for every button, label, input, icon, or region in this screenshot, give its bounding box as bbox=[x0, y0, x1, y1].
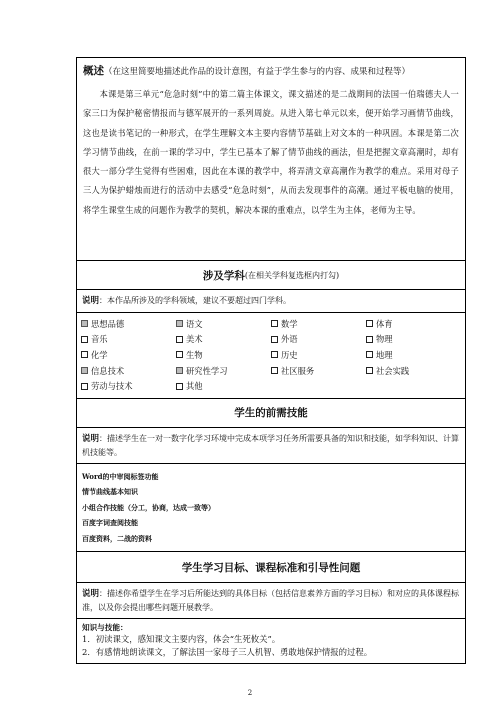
skills-section bbox=[77, 399, 465, 552]
subjects-subtitle: (在相关学科复选框内打勾) bbox=[244, 270, 340, 280]
goals-note-text: ：描述你希望学生在学习后所能达到的具体目标（包括信息素养方面的学习目标）和对应的具体课程标准，以及你会提出哪些问题开展教学。 bbox=[82, 589, 460, 612]
goal-line: 1．初读课文，感知课文主要内容，体会“生死攸关”。 bbox=[82, 634, 281, 644]
subjects-row bbox=[81, 378, 461, 394]
subject-label: 体育 bbox=[376, 318, 393, 329]
skills-note-text: ：描述学生在一对一数字化学习环境中完成本项学习任务所需要具备的知识和技能，如学科知识、计算机技能等。 bbox=[82, 433, 460, 457]
goal-line: 2．有感情地朗读课文，了解法国一家母子三人机智、勇敢地保护情报的过程。 bbox=[82, 647, 373, 657]
subject-label: 音乐 bbox=[91, 334, 108, 345]
subject-label: 外语 bbox=[281, 334, 298, 345]
subjects-row bbox=[81, 316, 461, 332]
subject-option[interactable] bbox=[81, 365, 176, 377]
subject-option[interactable] bbox=[81, 318, 176, 330]
subjects-row bbox=[81, 332, 461, 348]
subjects-row bbox=[81, 363, 461, 379]
skill-item: 百度资料，二战的资料 bbox=[82, 533, 152, 543]
skills-title: 学生的前需技能 bbox=[77, 399, 465, 428]
subject-option[interactable] bbox=[176, 380, 271, 392]
subject-checkbox[interactable] bbox=[81, 351, 88, 358]
subject-option[interactable] bbox=[176, 349, 271, 361]
subject-option[interactable] bbox=[81, 349, 176, 361]
subject-label: 社区服务 bbox=[281, 365, 315, 376]
overview-note: （在这里简要地描述此作品的设计意图，有益于学生参与的内容、成果和过程等） bbox=[104, 67, 411, 77]
subject-checkbox[interactable] bbox=[271, 320, 278, 327]
subject-option[interactable] bbox=[366, 333, 461, 345]
subject-label: 信息技术 bbox=[91, 365, 125, 376]
subjects-grid bbox=[77, 313, 465, 398]
skills-note-label: 说明 bbox=[82, 433, 100, 444]
goals-heading: 知识与技能： bbox=[82, 623, 128, 632]
subject-label: 思想品德 bbox=[91, 318, 125, 329]
subject-checkbox[interactable] bbox=[271, 367, 278, 374]
subject-checkbox[interactable] bbox=[81, 336, 88, 343]
goals-note bbox=[77, 583, 465, 619]
overview-section bbox=[77, 58, 465, 261]
subject-label: 数学 bbox=[281, 318, 298, 329]
overview-title: 概述 bbox=[83, 65, 104, 77]
skill-item: Word的中审阅标签功能 bbox=[82, 471, 159, 481]
subject-checkbox[interactable] bbox=[366, 351, 373, 358]
goals-section bbox=[77, 552, 465, 663]
subjects-row bbox=[81, 347, 461, 363]
subjects-note-text: ：本作品所涉及的学科领域，建议不要超过四门学科。 bbox=[99, 296, 292, 305]
subject-label: 语文 bbox=[186, 318, 203, 329]
subject-label: 化学 bbox=[91, 349, 108, 360]
subject-label: 美术 bbox=[186, 334, 203, 345]
subjects-title: 涉及学科 bbox=[202, 269, 245, 282]
subject-label: 社会实践 bbox=[376, 365, 410, 376]
goals-note-label: 说明 bbox=[82, 589, 100, 599]
lesson-design-form bbox=[76, 57, 466, 664]
subject-label: 研究性学习 bbox=[186, 365, 228, 376]
skill-item: 百度字词查阅技能 bbox=[82, 518, 138, 528]
subject-option[interactable] bbox=[366, 318, 461, 330]
subject-checkbox[interactable] bbox=[176, 383, 183, 390]
subject-label: 劳动与技术 bbox=[91, 381, 133, 392]
subject-option[interactable] bbox=[271, 333, 366, 345]
skill-item: 情节曲线基本知识 bbox=[82, 487, 138, 497]
subject-checkbox[interactable] bbox=[81, 320, 88, 327]
subject-option[interactable] bbox=[271, 349, 366, 361]
subject-checkbox[interactable] bbox=[271, 336, 278, 343]
subject-checkbox[interactable] bbox=[176, 336, 183, 343]
subject-checkbox[interactable] bbox=[366, 320, 373, 327]
subject-option[interactable] bbox=[366, 365, 461, 377]
subject-checkbox[interactable] bbox=[366, 336, 373, 343]
subject-option[interactable] bbox=[366, 349, 461, 361]
subjects-title-row bbox=[77, 261, 465, 290]
subject-option[interactable] bbox=[176, 365, 271, 377]
skills-note bbox=[77, 428, 465, 464]
subject-checkbox[interactable] bbox=[176, 320, 183, 327]
overview-header bbox=[83, 64, 459, 79]
skills-list bbox=[77, 464, 465, 551]
subject-option[interactable] bbox=[81, 333, 176, 345]
subject-label: 地理 bbox=[376, 349, 393, 360]
subject-option[interactable] bbox=[176, 333, 271, 345]
subject-label: 物理 bbox=[376, 334, 393, 345]
subject-label: 生物 bbox=[186, 349, 203, 360]
overview-body: 本课是第三单元“危急时刻”中的第二篇主体课文，课文描述的是二战期间的法国一伯瑞德夫人一家三口为保护秘密情报而与德军展开的一系列周旋。从进入第七单元以来，便开始学习画情节曲线，这也是读书笔记的一种形式，在学生理解文本主要内容情节基础上对文本的一种巩固。本课是第二次学习情节曲线，在前一课的学习中，学生已基本了解了情节曲线的画法，但是把握文章高潮时，却有很大一部分学生觉得有些困难，因此在本课的教学中，将弄清文章高潮作为教学的难点。采用对母子三人为保护蜡烛而进行的活动中去感受“危急时刻”，从而去发现事件的高潮。通过平板电脑的使用，将学生课堂生成的问题作为教学的契机，解决本课的重难点，以学生为主体，老师为主导。 bbox=[83, 89, 459, 215]
subject-option[interactable] bbox=[271, 318, 366, 330]
goals-content bbox=[77, 619, 465, 663]
subject-checkbox[interactable] bbox=[176, 367, 183, 374]
subject-checkbox[interactable] bbox=[366, 367, 373, 374]
subjects-note bbox=[77, 290, 465, 313]
subject-label: 历史 bbox=[281, 349, 298, 360]
subject-option[interactable] bbox=[81, 380, 176, 392]
goals-title: 学生学习目标、课程标准和引导性问题 bbox=[77, 552, 465, 583]
subjects-section bbox=[77, 261, 465, 399]
subject-checkbox[interactable] bbox=[81, 367, 88, 374]
subject-option[interactable] bbox=[271, 365, 366, 377]
subject-option[interactable] bbox=[176, 318, 271, 330]
subject-checkbox[interactable] bbox=[271, 351, 278, 358]
skill-item: 小组合作技能（分工，协商，达成一致等） bbox=[82, 502, 215, 512]
subject-label: 其他 bbox=[186, 381, 203, 392]
page-number: 2 bbox=[247, 689, 253, 697]
subject-checkbox[interactable] bbox=[81, 383, 88, 390]
subjects-note-label: 说明 bbox=[82, 296, 100, 306]
subject-checkbox[interactable] bbox=[176, 351, 183, 358]
